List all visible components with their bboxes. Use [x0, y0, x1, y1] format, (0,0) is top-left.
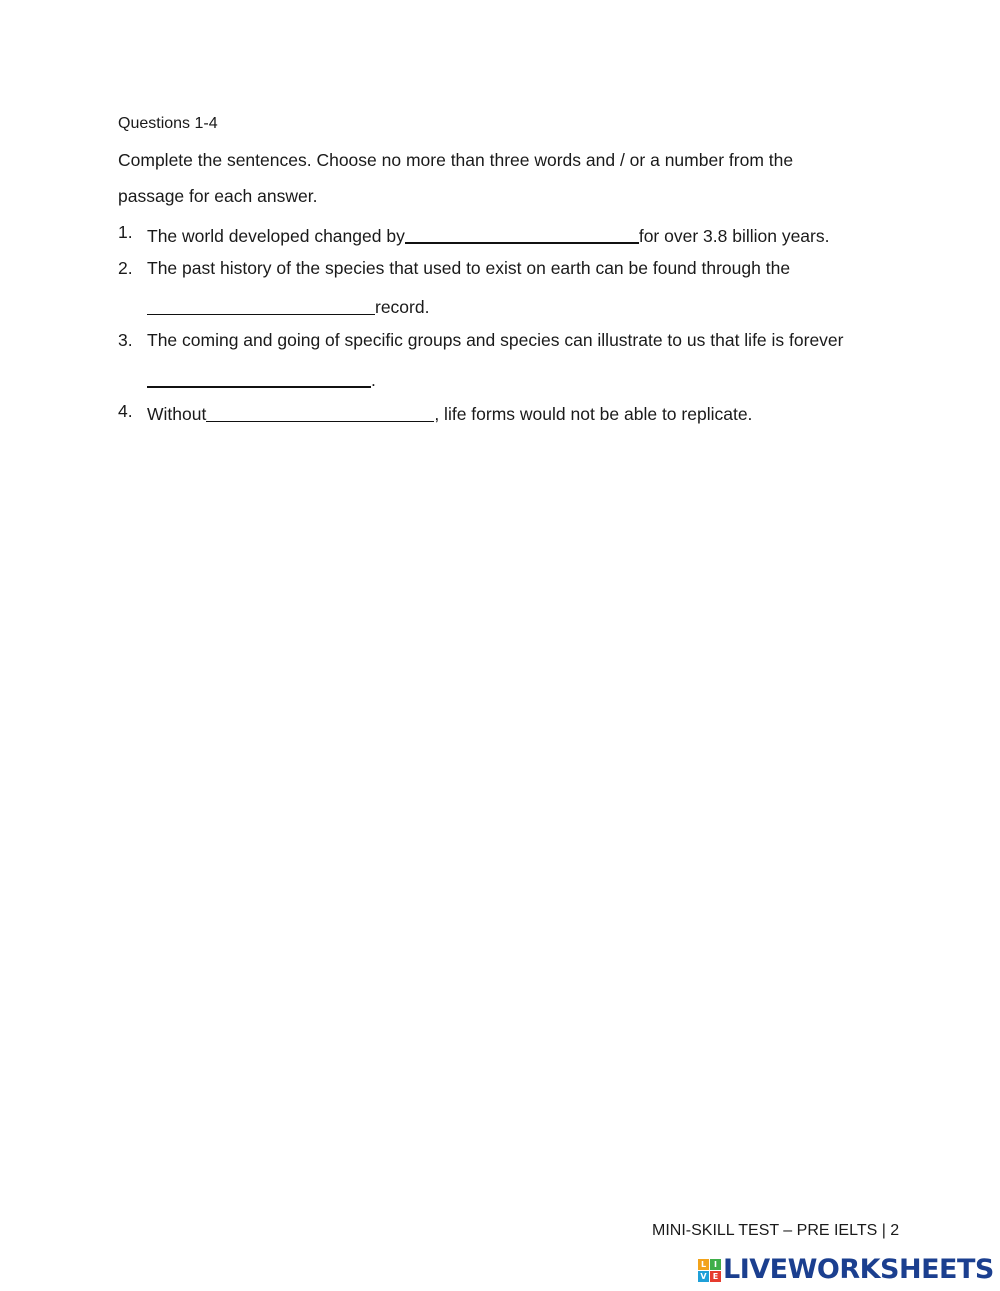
- logo-block-i: I: [710, 1259, 721, 1270]
- question-3-line-1: The coming and going of specific groups and species can illustrate to us that life is forever: [147, 330, 844, 350]
- question-2-line-2: [147, 294, 429, 318]
- instructions-line-2: passage for each answer.: [118, 186, 318, 206]
- instructions-line-1: Complete the sentences. Choose no more than three words and / or a number from the: [118, 150, 794, 170]
- answer-blank-4[interactable]: [206, 403, 434, 422]
- question-1: [147, 222, 829, 247]
- answer-blank-3[interactable]: [147, 368, 371, 388]
- logo-blocks-icon: [698, 1259, 721, 1282]
- question-2-text-after: record.: [375, 297, 430, 317]
- question-1-text-before: The world developed changed by: [147, 226, 405, 246]
- logo-block-l: L: [698, 1259, 709, 1270]
- question-4-text-after: , life forms would not be able to replicate.: [434, 404, 753, 424]
- question-4: [147, 401, 752, 425]
- liveworksheets-logo: [698, 1256, 994, 1284]
- section-heading: Questions 1-4: [118, 115, 218, 132]
- answer-blank-1[interactable]: [405, 224, 639, 244]
- answer-blank-2[interactable]: [147, 296, 375, 315]
- question-1-text-after: for over 3.8 billion years.: [638, 226, 830, 246]
- logo-block-e: E: [710, 1271, 721, 1282]
- logo-block-v: V: [698, 1271, 709, 1282]
- question-3-number: 3.: [118, 330, 133, 350]
- page-footer: MINI-SKILL TEST – PRE IELTS | 2: [652, 1222, 900, 1239]
- question-4-text-before: Without: [147, 404, 207, 424]
- logo-text: LIVEWORKSHEETS: [723, 1254, 994, 1285]
- question-1-number: 1.: [118, 222, 133, 242]
- question-3-line-2: [147, 366, 376, 391]
- question-3-text-after: .: [371, 370, 376, 390]
- question-4-number: 4.: [118, 401, 133, 421]
- question-2-number: 2.: [118, 258, 133, 278]
- question-2-line-1: The past history of the species that used to exist on earth can be found through the: [147, 258, 791, 278]
